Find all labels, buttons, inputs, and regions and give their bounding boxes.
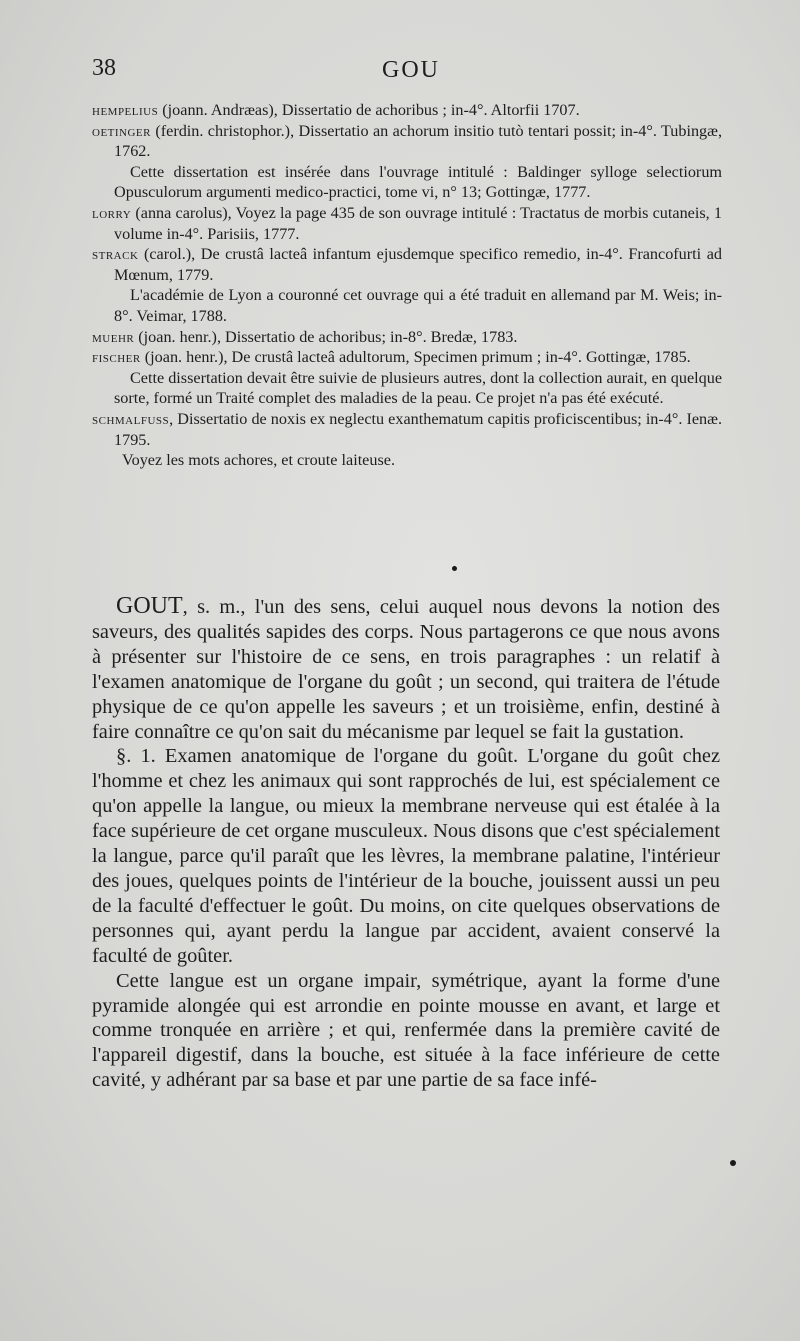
bibliography-note: Cette dissertation devait être suivie de plusieurs autres, dont la collection aurait, en quelque sorte, formé un Traité complet des maladies de la peau. Ce projet n'a pas été exécuté. [114, 368, 723, 408]
entry-author: hempelius [92, 101, 159, 119]
bibliography-note: L'académie de Lyon a couronné cet ouvrage qui a été traduit en allemand par M. Weis; in-8°. Veimar, 1788. [114, 286, 722, 325]
bibliography [92, 100, 722, 471]
see-also-reference: Voyez les mots achores, et croute laiteuse. [122, 451, 395, 470]
bibliography-entry [92, 244, 722, 285]
entry-text: (carol.), De crustâ lacteâ infantum ejusdemque specifico remedio, in-4°. Francofurti ad Mœnum, 1779. [114, 245, 722, 284]
bibliography-entry [92, 203, 722, 244]
article-paragraph [92, 594, 720, 744]
entry-author: fischer [92, 348, 141, 367]
entry-text: (joan. henr.), De crustâ lacteâ adultorum, Specimen primum ; in-4°. Gottingæ, 1785. [140, 348, 691, 367]
ink-spot [452, 566, 457, 571]
bibliography-entry [92, 100, 722, 121]
bibliography-entry [92, 347, 722, 368]
entry-author: schmalfuss [92, 409, 170, 428]
entry-author: lorry [92, 203, 132, 222]
entry-text: , Dissertatio de noxis ex neglectu exanthematum capitis proficiscentibus; in-4°. Ienæ. 1795. [114, 409, 722, 449]
article-paragraph-text: , s. m., l'un des sens, celui auquel nous devons la notion des saveurs, des qualités sapides des corps. Nous partagerons ce que nous avons à présenter sur l'histoire de ce sens, en trois paragraphes : un relatif à l'examen anatomique de l'organe du goût ; un second, qui traitera de l'étude physique de ce qu'on appelle les saveurs ; et un troisième, enfin, destiné à faire connaître ce qu'on sait du mécanisme par lequel se fait la gustation. [92, 596, 720, 743]
page-header [92, 55, 732, 91]
entry-author: muehr [92, 327, 135, 346]
entry-text: (anna carolus), Voyez la page 435 de son ouvrage intitulé : Tractatus de morbis cutaneis, 1 volume in-4°. Parisiis, 1777. [114, 203, 722, 243]
page-number: 38 [92, 55, 116, 81]
article-paragraph: Cette langue est un organe impair, symétrique, ayant la forme d'une pyramide alongée qui est arrondie en pointe mousse en avant, et large et comme tronquée en arrière ; et qui, renfermée dans la première cavité de l'appareil digestif, dans la bouche, est située à la face inférieure de cette cavité, y adhérant par sa base et par une partie de sa face infé- [92, 969, 720, 1092]
article-headword: GOUT [116, 593, 183, 619]
running-title: GOU [382, 57, 440, 83]
ink-spot [730, 1160, 736, 1166]
bibliography-entry [92, 327, 722, 348]
bibliography-entry [92, 409, 722, 450]
bibliography-note: Cette dissertation est insérée dans l'ouvrage intitulé : Baldinger sylloge selectiorum Opusculorum argumenti medico-practici, tome vi, n° 13; Gottingæ, 1777. [114, 162, 722, 202]
article-paragraph: §. 1. Examen anatomique de l'organe du goût. L'organe du goût chez l'homme et chez les animaux qui sont rapprochés de lui, est spécialement ce qu'on appelle la langue, ou mieux la membrane nerveuse qui est étalée à la face supérieure de cet organe musculeux. Nous disons que c'est spécialement la langue, parce qu'il paraît que les lèvres, la membrane palatine, l'intérieur des joues, quelques points de l'intérieur de la bouche, jouissent aussi un peu de la faculté d'effectuer le goût. Du moins, on cite quelques observations de personnes qui, ayant perdu la langue par accident, avaient conservé la faculté de goûter. [92, 745, 720, 967]
entry-text: (joan. henr.), Dissertatio de achoribus; in-8°. Bredæ, 1783. [134, 327, 518, 346]
entry-text: (ferdin. christophor.), Dissertatio an achorum insitio tutò tentari possit; in-4°. Tubingæ, 1762. [114, 121, 722, 161]
article-body [92, 594, 720, 1093]
entry-author: oetinger [92, 121, 151, 140]
bibliography-entry [92, 121, 722, 162]
entry-author: strack [92, 245, 139, 264]
entry-text: (joann. Andræas), Dissertatio de achoribus ; in-4°. Altorfii 1707. [158, 101, 580, 119]
